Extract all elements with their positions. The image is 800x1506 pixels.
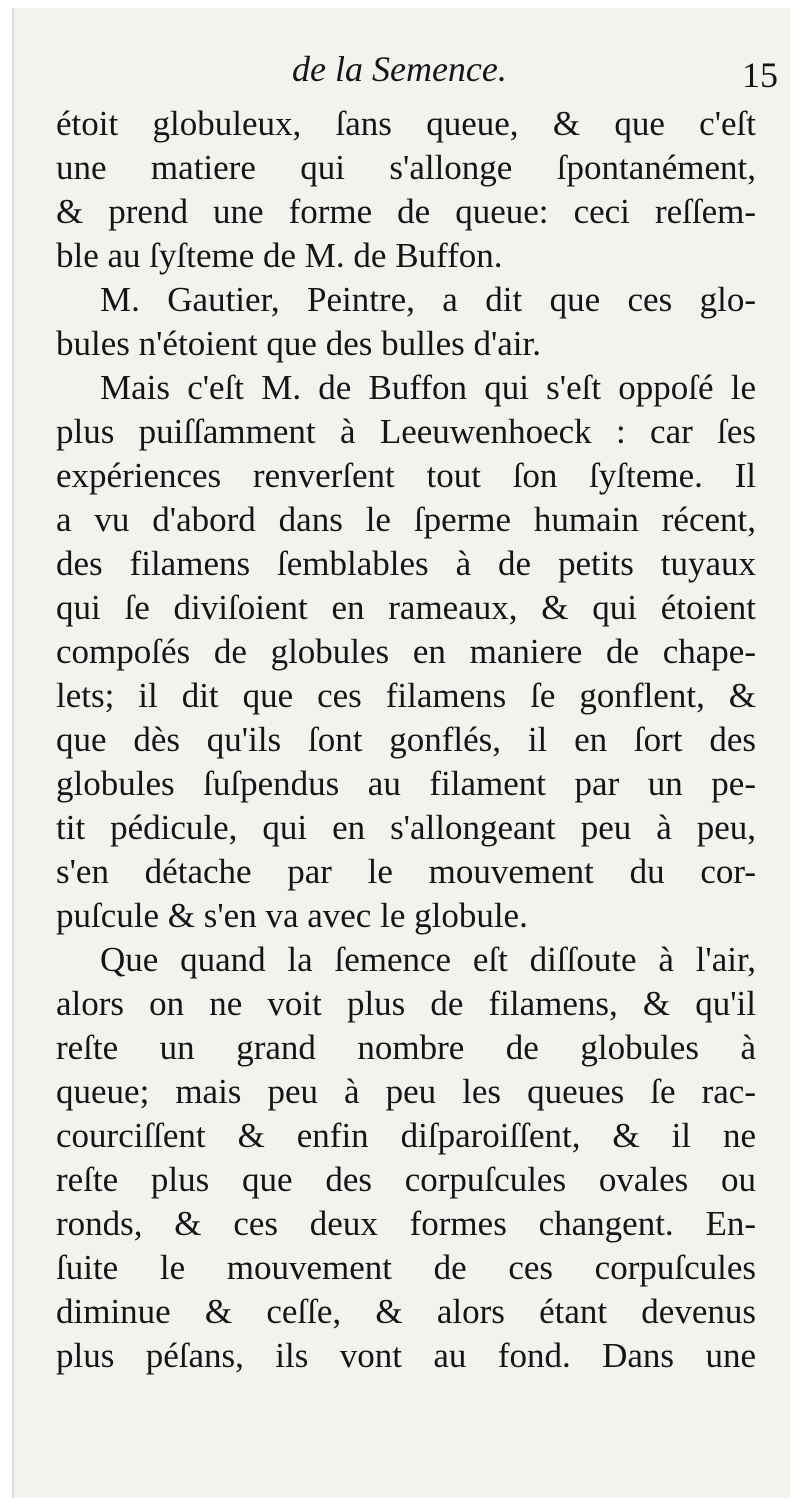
text-line: globules ſuſpendus au filament par un pe- xyxy=(56,764,756,803)
book-page xyxy=(12,8,790,1498)
text-line: Que quand la ſemence eſt diſſoute à l'air, xyxy=(100,940,756,979)
text-line: ſuite le mouvement de ces corpuſcules xyxy=(56,1248,756,1287)
text-line: courciſſent & enfin diſparoiſſent, & il ne xyxy=(56,1116,756,1155)
text-line: ronds, & ces deux formes changent. En- xyxy=(56,1204,756,1243)
running-title: de la Semence. xyxy=(292,49,507,89)
text-line: reſte plus que des corpuſcules ovales ou xyxy=(56,1160,756,1199)
text-line: alors on ne voit plus de filamens, & qu'il xyxy=(56,984,756,1023)
text-line: tit pédicule, qui en s'allongeant peu à peu, xyxy=(56,808,756,847)
page-header xyxy=(14,46,790,96)
page-number: 15 xyxy=(742,55,778,95)
text-line: queue; mais peu à peu les queues ſe rac- xyxy=(56,1072,756,1111)
text-line: M. Gautier, Peintre, a dit que ces glo- xyxy=(100,280,756,319)
text-line: diminue & ceſſe, & alors étant devenus xyxy=(56,1292,756,1331)
text-line: reſte un grand nombre de globules à xyxy=(56,1028,756,1067)
body-text xyxy=(56,102,756,1378)
text-line: ble au ſyſteme de M. de Buffon. xyxy=(56,236,503,275)
text-line: bules n'étoient que des bulles d'air. xyxy=(56,324,542,363)
text-line: compoſés de globules en maniere de chape- xyxy=(56,632,756,671)
text-line: des filamens ſemblables à de petits tuyaux xyxy=(56,544,756,583)
text-line: plus puiſſamment à Leeuwenhoeck : car ſes xyxy=(56,412,756,451)
text-line: étoit globuleux, ſans queue, & que c'eſt xyxy=(56,104,756,143)
text-line: lets; il dit que ces filamens ſe gonflent, & xyxy=(56,676,756,715)
text-line: plus péſans, ils vont au fond. Dans une xyxy=(56,1336,756,1375)
text-line: Mais c'eſt M. de Buffon qui s'eſt oppoſé le xyxy=(100,368,756,407)
text-line: a vu d'abord dans le ſperme humain récent, xyxy=(56,500,756,539)
text-line: que dès qu'ils ſont gonflés, il en ſort des xyxy=(56,720,756,759)
text-line: une matiere qui s'allonge ſpontanément, xyxy=(56,148,756,187)
text-line: puſcule & s'en va avec le globule. xyxy=(56,896,528,935)
text-line: expériences renverſent tout ſon ſyſteme. Il xyxy=(56,456,756,495)
text-line: & prend une forme de queue: ceci reſſem- xyxy=(56,192,756,231)
text-line: s'en détache par le mouvement du cor- xyxy=(56,852,756,891)
text-line: qui ſe diviſoient en rameaux, & qui étoient xyxy=(56,588,756,627)
